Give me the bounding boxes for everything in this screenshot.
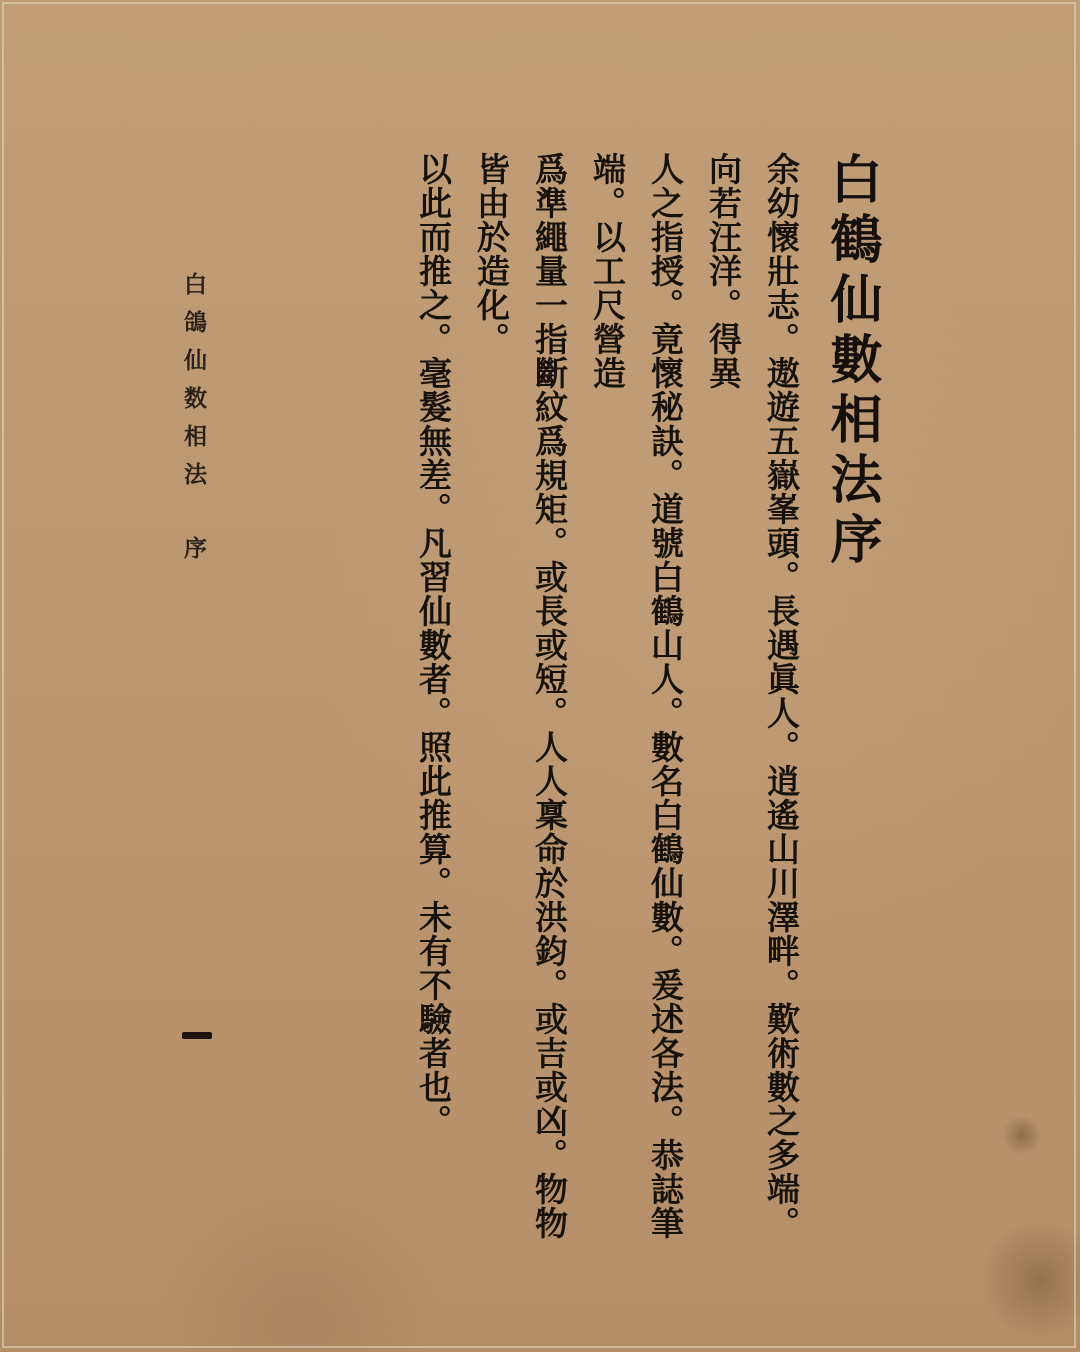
preface-column-1: 余幼懷壯志。遨遊五嶽峯頭。長遇眞人。逍遙山川澤畔。歎術數之多端。向若汪洋。得異 [704, 152, 801, 1240]
preface-column-2: 人之指授。竟懷秘訣。道號白鶴山人。數名白鶴仙數。爰述各法。恭誌筆端。以工尺營造 [588, 152, 685, 1240]
preface-column-3: 爲準繩量一指斷紋爲規矩。或長或短。人人稟命於洪鈞。或吉或凶。物物皆由於造化。 [472, 152, 569, 1240]
running-title-section: 序 [180, 536, 207, 574]
running-title [175, 272, 211, 574]
preface-title: 白鶴仙數相法序 [821, 152, 882, 572]
running-title-text: 白鴿仙数相法 [180, 272, 207, 500]
page-number [182, 1032, 212, 1039]
preface-column-4: 以此而推之。毫髮無差。凡習仙數者。照此推算。未有不驗者也。 [414, 152, 453, 1138]
preface-body [414, 152, 810, 1272]
